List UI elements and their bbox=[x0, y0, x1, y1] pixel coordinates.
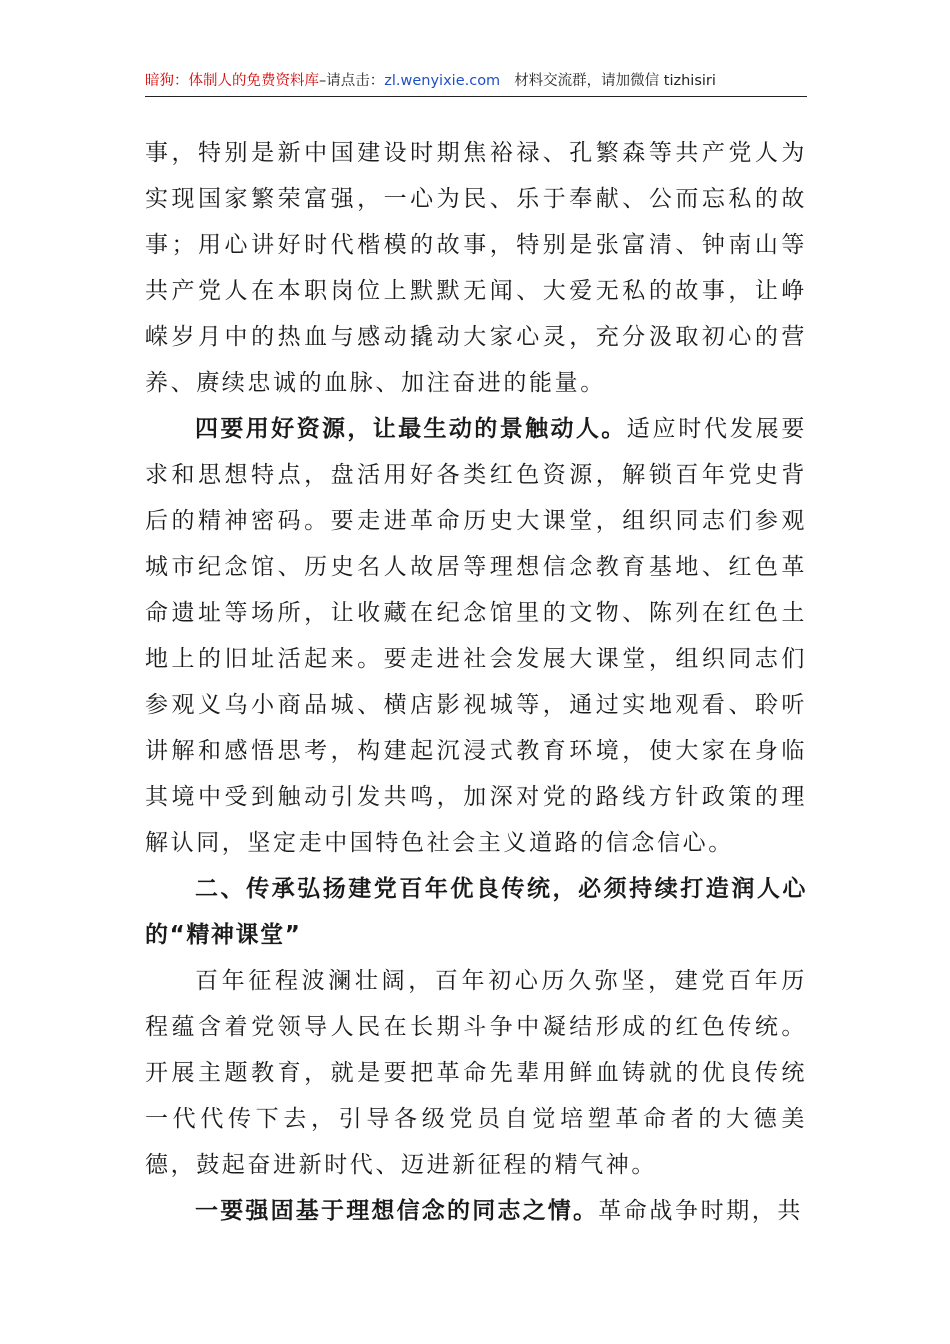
paragraph-continued: 事，特别是新中国建设时期焦裕禄、孔繁森等共产党人为实现国家繁荣富强，一心为民、乐于奉献、公而忘私的故事；用心讲好时代楷模的故事，特别是张富清、钟南山等共产党人在本职岗位上默默无闻、大爱无私的故事，让峥嵘岁月中的热血与感动撬动大家心灵，充分汲取初心的营养、赓续忠诚的血脉、加注奋进的能量。 bbox=[145, 140, 807, 396]
page-header bbox=[145, 66, 807, 97]
paragraph-point-one bbox=[145, 1188, 807, 1234]
point-one-text: 革命战争时期，共 bbox=[598, 1198, 804, 1224]
paragraph-section-intro: 百年征程波澜壮阔，百年初心历久弥坚，建党百年历程蕴含着党领导人民在长期斗争中凝结形成的红色传统。开展主题教育，就是要把革命先辈用鲜血铸就的优良传统一代代传下去，引导各级党员自觉培塑革命者的大德美德，鼓起奋进新时代、迈进新征程的精气神。 bbox=[145, 968, 807, 1178]
header-site-name: 暗狗：体制人的免费资料库 bbox=[145, 73, 319, 89]
point-four-lead: 四要用好资源，让最生动的景触动人。 bbox=[195, 415, 627, 442]
document-body bbox=[145, 130, 807, 1234]
paragraph-point-four bbox=[145, 406, 807, 866]
header-note: 材料交流群，请加微信 tizhisiri bbox=[514, 73, 716, 89]
header-prompt: –请点击： bbox=[319, 73, 385, 89]
point-one-lead: 一要强固基于理想信念的同志之情。 bbox=[195, 1197, 599, 1224]
header-url-link[interactable]: zl.wenyixie.com bbox=[384, 73, 501, 89]
point-four-text: 适应时代发展要求和思想特点，盘活用好各类红色资源，解锁百年党史背后的精神密码。要走进革命历史大课堂，组织同志们参观城市纪念馆、历史名人故居等理想信念教育基地、红色革命遗址等场所，让收藏在纪念馆里的文物、陈列在红色土地上的旧址活起来。要走进社会发展大课堂，组织同志们参观义乌小商品城、横店影视城等，通过实地观看、聆听讲解和感悟思考，构建起沉浸式教育环境，使大家在身临其境中受到触动引发共鸣，加深对党的路线方针政策的理解认同，坚定走中国特色社会主义道路的信念信心。 bbox=[145, 416, 808, 856]
section-heading-two: 二、传承弘扬建党百年优良传统，必须持续打造润人心的“精神课堂” bbox=[145, 876, 807, 948]
